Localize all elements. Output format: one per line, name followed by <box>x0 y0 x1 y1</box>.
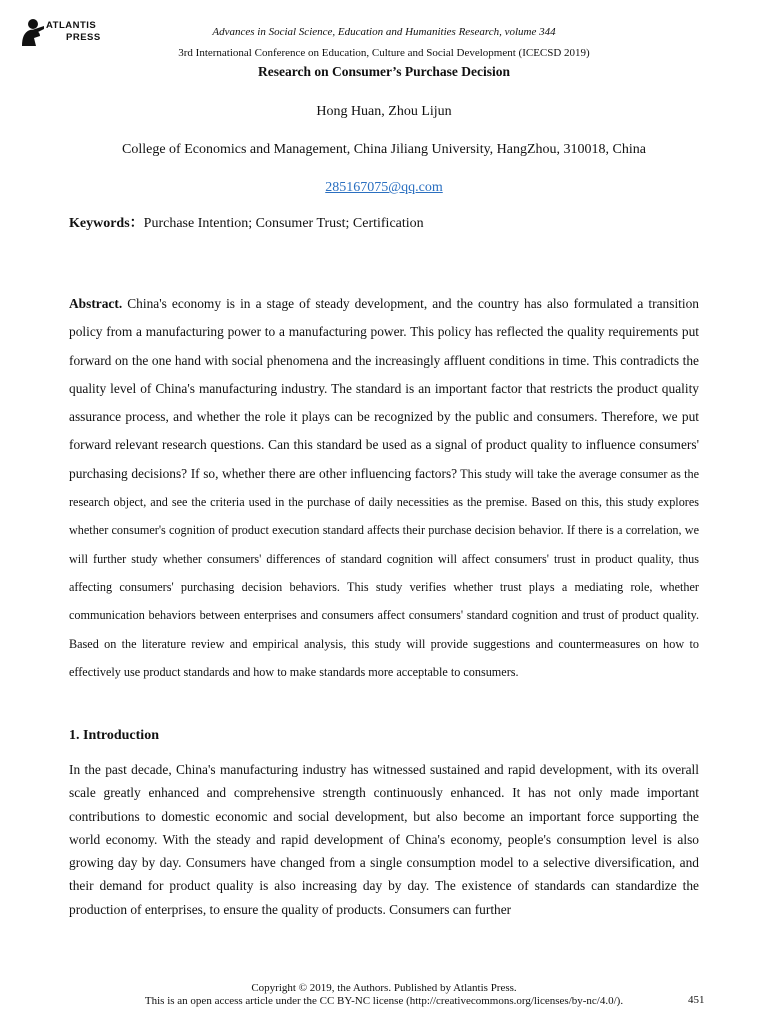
author-email-link[interactable]: 285167075@qq.com <box>325 180 443 195</box>
footer-copyright: Copyright © 2019, the Authors. Published by Atlantis Press. <box>251 982 517 994</box>
introduction-paragraph: In the past decade, China's manufacturing industry has witnessed sustained and rapid development, with its overall scale greatly enhanced and comprehensive strength continuously enhanced. It has not only made important contributions to domestic economic and social development, but also become an important force supporting the world economy. With the steady and rapid development of China's economy, people's consumption level is also growing day by day. Consumers have changed from a single consumption model to a selective diversification, and their demand for product quality is also increasing day by day. The existence of standards can standardize the production of enterprises, to ensure the quality of products. Consumers can further <box>69 762 699 917</box>
page-number: 451 <box>688 994 705 1006</box>
keywords-line <box>69 212 424 232</box>
abstract-label: Abstract. <box>69 296 123 311</box>
abstract-text-part1: China's economy is in a stage of steady development, and the country has also formulated a transition policy from a manufacturing power to a manufacturing power. This policy has reflected the quality requirements put forward on the one hand with social phenomena and the increasingly affluent conditions in time. This contradicts the quality level of China's manufacturing industry. The standard is an important factor that restricts the product quality assurance process, and whether the role it plays can be recognized by the public and consumers. Therefore, we put forward relevant research questions. Can this standard be used as a signal of product quality to influence consumers' purchasing decisions? If so, whether there are other influencing factors? <box>69 296 699 481</box>
section-heading-introduction: 1. Introduction <box>69 728 159 743</box>
paper-title: Research on Consumer’s Purchase Decision <box>258 64 510 79</box>
paper-authors: Hong Huan, Zhou Lijun <box>316 104 452 119</box>
footer-license: This is an open access article under the CC BY-NC license (http://creativecommons.org/licenses/by-nc/4.0/). <box>144 995 624 1007</box>
paper-affiliation: College of Economics and Management, China Jiliang University, HangZhou, 310018, China <box>122 142 646 157</box>
publisher-name-line2: PRESS <box>66 32 101 43</box>
conference-header: 3rd International Conference on Education, Culture and Social Development (ICECSD 2019) <box>178 47 590 59</box>
abstract-text-part2: This study will take the average consumer as the research object, and see the criteria used in the purchase of daily necessities as the premise. Based on this, this study explores whether consumer's cognition of product execution standard affects their purchase decision behavior. If there is a correlation, we will further study whether consumers' differences of standard cognition will affect consumers' trust in product quality, thus affecting consumers' purchasing decision behaviors. This study verifies whether trust plays a mediating role, whether communication behaviors between enterprises and consumers affect consumers' standard cognition and trust of product quality. Based on the literature review and empirical analysis, this study will provide suggestions and countermeasures on how to effectively use product standards and how to make standards more acceptable to consumers. <box>69 466 699 679</box>
keywords-text: Purchase Intention; Consumer Trust; Certification <box>143 216 424 231</box>
keywords-label: Keywords： <box>69 216 144 231</box>
abstract-paragraph <box>69 290 699 686</box>
journal-header: Advances in Social Science, Education and Humanities Research, volume 344 <box>212 26 556 38</box>
publisher-name-line1: ATLANTIS <box>46 20 97 31</box>
